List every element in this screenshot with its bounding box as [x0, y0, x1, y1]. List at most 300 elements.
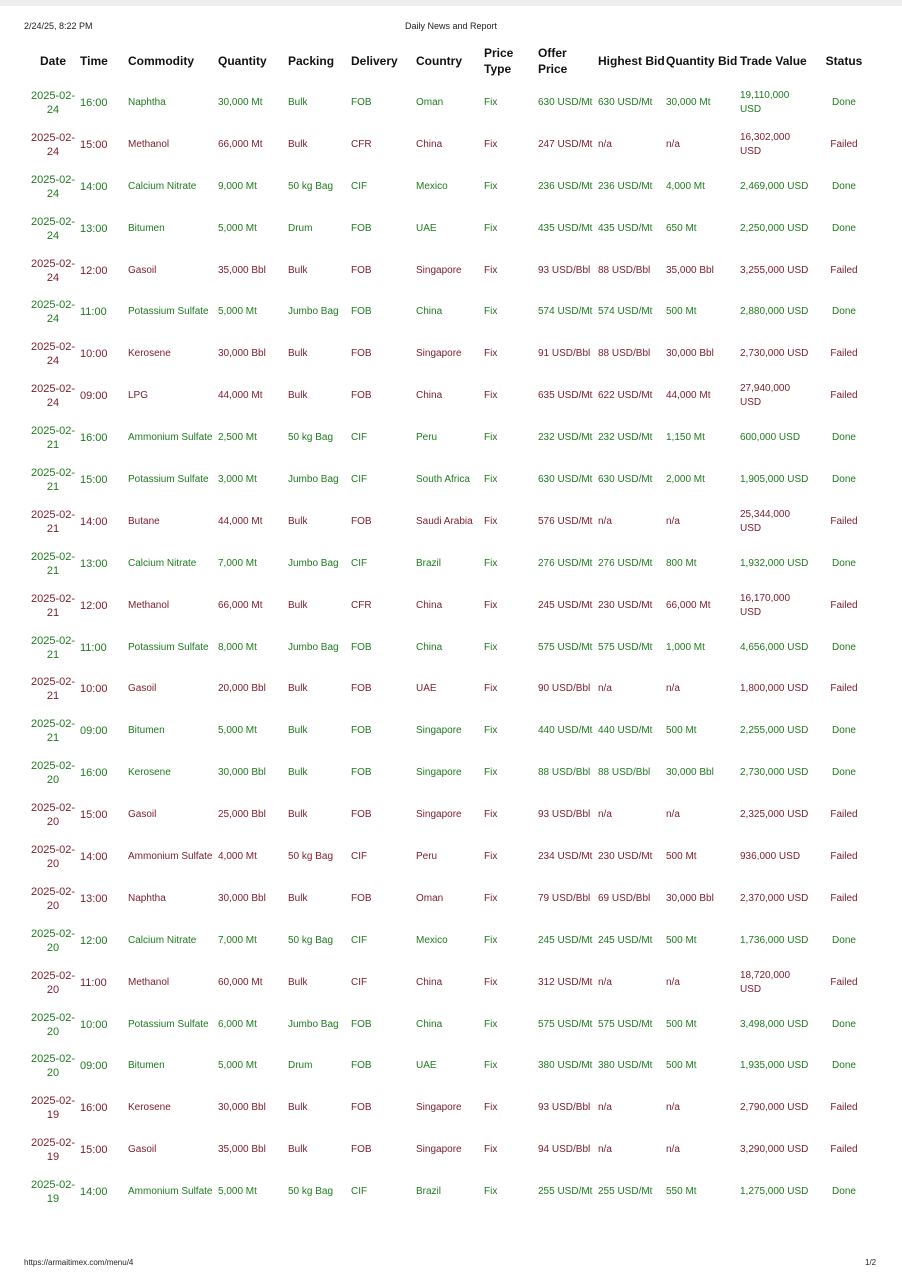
cell-trade-value: 19,110,000 USD: [740, 89, 790, 115]
cell-commodity: Potassium Sulfate: [128, 473, 209, 485]
cell-price-type: Fix: [484, 976, 498, 988]
trade-report-table: [26, 40, 876, 1213]
table-row: [26, 1171, 876, 1213]
cell-offer-price: 245 USD/Mt: [538, 599, 593, 611]
table-row: [26, 82, 876, 124]
cell-highest-bid: n/a: [598, 1144, 612, 1156]
cell-time: 16:00: [80, 432, 108, 445]
top-bar: [0, 0, 902, 6]
table-body: [26, 82, 876, 1213]
cell-trade-value: 1,905,000 USD: [740, 473, 809, 485]
cell-commodity: Calcium Nitrate: [128, 557, 197, 569]
cell-quantity: 2,500 Mt: [218, 432, 257, 444]
cell-offer-price: 247 USD/Mt: [538, 138, 593, 150]
cell-commodity: LPG: [128, 390, 149, 402]
cell-quantity: 4,000 Mt: [218, 850, 257, 862]
cell-highest-bid: n/a: [598, 809, 612, 821]
table-row: [26, 1087, 876, 1129]
cell-status: Done: [832, 725, 856, 737]
cell-trade-value: 16,302,000 USD: [740, 131, 791, 157]
cell-price-type: Fix: [484, 222, 498, 234]
cell-country: Singapore: [416, 264, 462, 276]
cell-trade-value: 2,325,000 USD: [740, 809, 809, 821]
cell-date: 2025-02-20: [30, 802, 76, 829]
cell-date: 2025-02-21: [30, 508, 76, 535]
cell-country: Singapore: [416, 809, 462, 821]
cell-quantity-bid: 30,000 Bbl: [666, 892, 714, 904]
cell-time: 15:00: [80, 138, 108, 151]
cell-offer-price: 93 USD/Bbl: [538, 1102, 591, 1114]
cell-highest-bid: 575 USD/Mt: [598, 641, 653, 653]
cell-trade-value: 1,736,000 USD: [740, 934, 809, 946]
cell-price-type: Fix: [484, 432, 498, 444]
cell-date: 2025-02-21: [30, 466, 76, 493]
cell-price-type: Fix: [484, 138, 498, 150]
cell-packing: Bulk: [288, 976, 308, 988]
cell-status: Done: [832, 96, 856, 108]
cell-packing: Bulk: [288, 390, 308, 402]
cell-commodity: Methanol: [128, 599, 170, 611]
cell-quantity-bid: n/a: [666, 683, 680, 695]
cell-price-type: Fix: [484, 809, 498, 821]
cell-quantity-bid: 800 Mt: [666, 557, 697, 569]
cell-quantity: 5,000 Mt: [218, 725, 257, 737]
cell-highest-bid: n/a: [598, 683, 612, 695]
cell-quantity-bid: 66,000 Mt: [666, 599, 711, 611]
cell-country: China: [416, 1018, 443, 1030]
cell-commodity: Gasoil: [128, 1144, 157, 1156]
cell-trade-value: 1,932,000 USD: [740, 557, 809, 569]
col-header-price-type: Price Type: [484, 46, 514, 76]
col-header-packing: Packing: [288, 54, 335, 68]
cell-highest-bid: 435 USD/Mt: [598, 222, 653, 234]
cell-offer-price: 435 USD/Mt: [538, 222, 593, 234]
cell-packing: 50 kg Bag: [288, 1186, 334, 1198]
cell-highest-bid: 622 USD/Mt: [598, 390, 653, 402]
cell-commodity: Naphtha: [128, 892, 166, 904]
cell-quantity: 7,000 Mt: [218, 557, 257, 569]
footer-url: https://armaitimex.com/menu/4: [24, 1258, 134, 1267]
cell-price-type: Fix: [484, 180, 498, 192]
cell-quantity: 66,000 Mt: [218, 138, 263, 150]
cell-country: Mexico: [416, 934, 448, 946]
cell-status: Failed: [830, 348, 858, 360]
cell-packing: Bulk: [288, 1102, 308, 1114]
table-row: [26, 417, 876, 459]
cell-status: Done: [832, 1060, 856, 1072]
cell-country: UAE: [416, 683, 437, 695]
cell-time: 10:00: [80, 683, 108, 696]
cell-quantity: 30,000 Bbl: [218, 348, 266, 360]
cell-trade-value: 27,940,000 USD: [740, 383, 791, 409]
cell-time: 10:00: [80, 1018, 108, 1031]
cell-date: 2025-02-24: [30, 383, 76, 410]
cell-commodity: Potassium Sulfate: [128, 641, 209, 653]
cell-highest-bid: 630 USD/Mt: [598, 473, 653, 485]
table-row: [26, 585, 876, 627]
cell-date: 2025-02-20: [30, 843, 76, 870]
cell-country: South Africa: [416, 473, 470, 485]
cell-highest-bid: 255 USD/Mt: [598, 1186, 653, 1198]
cell-quantity: 7,000 Mt: [218, 934, 257, 946]
cell-commodity: Potassium Sulfate: [128, 1018, 209, 1030]
cell-commodity: Gasoil: [128, 683, 157, 695]
cell-offer-price: 380 USD/Mt: [538, 1060, 593, 1072]
cell-highest-bid: 630 USD/Mt: [598, 96, 653, 108]
cell-delivery: CFR: [351, 138, 372, 150]
cell-status: Done: [832, 767, 856, 779]
cell-date: 2025-02-24: [30, 257, 76, 284]
cell-price-type: Fix: [484, 641, 498, 653]
cell-packing: Bulk: [288, 1144, 308, 1156]
cell-quantity-bid: n/a: [666, 515, 680, 527]
cell-packing: Bulk: [288, 348, 308, 360]
cell-country: Singapore: [416, 1144, 462, 1156]
cell-quantity: 6,000 Mt: [218, 1018, 257, 1030]
table-row: [26, 459, 876, 501]
cell-delivery: CIF: [351, 557, 368, 569]
table-row: [26, 668, 876, 710]
cell-time: 14:00: [80, 850, 108, 863]
cell-trade-value: 2,880,000 USD: [740, 306, 809, 318]
cell-offer-price: 630 USD/Mt: [538, 96, 593, 108]
cell-time: 12:00: [80, 264, 108, 277]
cell-trade-value: 16,170,000 USD: [740, 592, 791, 618]
cell-time: 14:00: [80, 515, 108, 528]
cell-date: 2025-02-20: [30, 1011, 76, 1038]
cell-delivery: FOB: [351, 264, 372, 276]
cell-country: UAE: [416, 222, 437, 234]
cell-commodity: Methanol: [128, 138, 170, 150]
table-row: [26, 627, 876, 669]
cell-delivery: FOB: [351, 809, 372, 821]
cell-price-type: Fix: [484, 1144, 498, 1156]
cell-price-type: Fix: [484, 557, 498, 569]
cell-commodity: Gasoil: [128, 264, 157, 276]
cell-status: Failed: [830, 1102, 858, 1114]
cell-price-type: Fix: [484, 473, 498, 485]
cell-highest-bid: 574 USD/Mt: [598, 306, 653, 318]
cell-quantity-bid: 30,000 Bbl: [666, 348, 714, 360]
cell-country: Saudi Arabia: [416, 515, 473, 527]
cell-time: 14:00: [80, 180, 108, 193]
cell-delivery: CIF: [351, 976, 368, 988]
cell-packing: 50 kg Bag: [288, 850, 334, 862]
cell-delivery: FOB: [351, 892, 372, 904]
table-row: [26, 794, 876, 836]
cell-time: 15:00: [80, 1144, 108, 1157]
cell-packing: Jumbo Bag: [288, 557, 339, 569]
cell-trade-value: 936,000 USD: [740, 850, 801, 862]
cell-highest-bid: 88 USD/Bbl: [598, 348, 651, 360]
cell-country: Peru: [416, 850, 438, 862]
cell-quantity: 60,000 Mt: [218, 976, 263, 988]
table-row: [26, 920, 876, 962]
cell-offer-price: 236 USD/Mt: [538, 180, 593, 192]
cell-quantity: 44,000 Mt: [218, 515, 263, 527]
cell-price-type: Fix: [484, 264, 498, 276]
cell-highest-bid: 230 USD/Mt: [598, 850, 653, 862]
cell-packing: Jumbo Bag: [288, 306, 339, 318]
cell-offer-price: 312 USD/Mt: [538, 976, 593, 988]
cell-quantity: 30,000 Bbl: [218, 767, 266, 779]
cell-offer-price: 245 USD/Mt: [538, 934, 593, 946]
cell-highest-bid: n/a: [598, 976, 612, 988]
cell-quantity-bid: 1,150 Mt: [666, 432, 705, 444]
cell-delivery: CIF: [351, 432, 368, 444]
cell-price-type: Fix: [484, 892, 498, 904]
cell-packing: Bulk: [288, 264, 308, 276]
cell-status: Done: [832, 473, 856, 485]
cell-time: 11:00: [80, 306, 107, 319]
cell-packing: Bulk: [288, 725, 308, 737]
cell-delivery: CIF: [351, 180, 368, 192]
cell-delivery: FOB: [351, 1102, 372, 1114]
cell-packing: Bulk: [288, 892, 308, 904]
table-row: [26, 962, 876, 1004]
cell-quantity-bid: 1,000 Mt: [666, 641, 705, 653]
cell-status: Failed: [830, 809, 858, 821]
col-header-highest-bid: Highest Bid: [598, 54, 665, 68]
cell-country: China: [416, 138, 443, 150]
table-row: [26, 333, 876, 375]
cell-packing: Jumbo Bag: [288, 1018, 339, 1030]
cell-trade-value: 3,290,000 USD: [740, 1144, 809, 1156]
cell-commodity: Butane: [128, 515, 160, 527]
cell-commodity: Bitumen: [128, 222, 165, 234]
cell-price-type: Fix: [484, 390, 498, 402]
cell-country: China: [416, 641, 443, 653]
cell-trade-value: 3,255,000 USD: [740, 264, 809, 276]
cell-highest-bid: n/a: [598, 515, 612, 527]
cell-quantity-bid: 500 Mt: [666, 725, 697, 737]
cell-country: UAE: [416, 1060, 437, 1072]
cell-quantity: 8,000 Mt: [218, 641, 257, 653]
cell-date: 2025-02-24: [30, 341, 76, 368]
table-row: [26, 836, 876, 878]
cell-price-type: Fix: [484, 1102, 498, 1114]
cell-country: Singapore: [416, 1102, 462, 1114]
cell-delivery: CFR: [351, 599, 372, 611]
cell-packing: Jumbo Bag: [288, 641, 339, 653]
cell-trade-value: 1,800,000 USD: [740, 683, 809, 695]
cell-highest-bid: 380 USD/Mt: [598, 1060, 653, 1072]
cell-status: Done: [832, 180, 856, 192]
cell-price-type: Fix: [484, 934, 498, 946]
cell-delivery: FOB: [351, 683, 372, 695]
cell-quantity: 35,000 Bbl: [218, 1144, 266, 1156]
cell-country: China: [416, 306, 443, 318]
cell-offer-price: 88 USD/Bbl: [538, 767, 591, 779]
cell-packing: Bulk: [288, 138, 308, 150]
table-row: [26, 166, 876, 208]
cell-country: Oman: [416, 892, 444, 904]
col-header-quantity: Quantity: [218, 54, 267, 68]
cell-highest-bid: 88 USD/Bbl: [598, 264, 651, 276]
cell-commodity: Calcium Nitrate: [128, 934, 197, 946]
cell-commodity: Kerosene: [128, 348, 171, 360]
cell-country: Singapore: [416, 348, 462, 360]
table-row: [26, 501, 876, 543]
cell-delivery: FOB: [351, 515, 372, 527]
cell-quantity: 5,000 Mt: [218, 306, 257, 318]
col-header-date: Date: [39, 54, 66, 68]
cell-status: Failed: [830, 850, 858, 862]
cell-highest-bid: 276 USD/Mt: [598, 557, 653, 569]
cell-highest-bid: 88 USD/Bbl: [598, 767, 651, 779]
cell-trade-value: 2,255,000 USD: [740, 725, 809, 737]
cell-trade-value: 25,344,000 USD: [740, 508, 791, 534]
cell-date: 2025-02-21: [30, 425, 76, 452]
cell-quantity-bid: 2,000 Mt: [666, 473, 705, 485]
cell-price-type: Fix: [484, 306, 498, 318]
cell-packing: Bulk: [288, 809, 308, 821]
cell-commodity: Gasoil: [128, 809, 157, 821]
cell-packing: Drum: [288, 1060, 313, 1072]
cell-quantity: 66,000 Mt: [218, 599, 263, 611]
cell-offer-price: 574 USD/Mt: [538, 306, 593, 318]
cell-highest-bid: 232 USD/Mt: [598, 432, 653, 444]
cell-status: Failed: [830, 683, 858, 695]
cell-packing: Bulk: [288, 683, 308, 695]
cell-time: 13:00: [80, 222, 108, 235]
col-header-country: Country: [416, 54, 462, 68]
cell-price-type: Fix: [484, 348, 498, 360]
cell-delivery: CIF: [351, 1186, 368, 1198]
col-header-time: Time: [80, 54, 108, 68]
cell-date: 2025-02-20: [30, 1053, 76, 1080]
cell-date: 2025-02-20: [30, 885, 76, 912]
cell-price-type: Fix: [484, 599, 498, 611]
cell-offer-price: 575 USD/Mt: [538, 1018, 593, 1030]
table-row: [26, 543, 876, 585]
cell-packing: Bulk: [288, 599, 308, 611]
col-header-quantity-bid: Quantity Bid: [666, 54, 738, 68]
cell-packing: 50 kg Bag: [288, 934, 334, 946]
cell-quantity-bid: 500 Mt: [666, 934, 697, 946]
cell-trade-value: 2,250,000 USD: [740, 222, 809, 234]
cell-date: 2025-02-24: [30, 89, 76, 116]
cell-quantity: 9,000 Mt: [218, 180, 257, 192]
cell-quantity-bid: 650 Mt: [666, 222, 697, 234]
cell-date: 2025-02-24: [30, 131, 76, 158]
cell-commodity: Kerosene: [128, 1102, 171, 1114]
col-header-trade-value: Trade Value: [740, 54, 807, 68]
cell-date: 2025-02-20: [30, 927, 76, 954]
cell-quantity-bid: 500 Mt: [666, 1018, 697, 1030]
cell-price-type: Fix: [484, 850, 498, 862]
cell-offer-price: 90 USD/Bbl: [538, 683, 591, 695]
cell-status: Done: [832, 1018, 856, 1030]
cell-quantity-bid: 4,000 Mt: [666, 180, 705, 192]
table-row: [26, 1045, 876, 1087]
cell-country: Singapore: [416, 767, 462, 779]
cell-country: China: [416, 390, 443, 402]
cell-time: 15:00: [80, 473, 108, 486]
cell-delivery: FOB: [351, 96, 372, 108]
cell-highest-bid: 440 USD/Mt: [598, 725, 653, 737]
cell-offer-price: 255 USD/Mt: [538, 1186, 593, 1198]
cell-quantity: 25,000 Bbl: [218, 809, 266, 821]
cell-offer-price: 79 USD/Bbl: [538, 892, 591, 904]
cell-time: 15:00: [80, 809, 108, 822]
cell-delivery: FOB: [351, 1060, 372, 1072]
cell-quantity: 44,000 Mt: [218, 390, 263, 402]
cell-time: 12:00: [80, 599, 108, 612]
cell-offer-price: 630 USD/Mt: [538, 473, 593, 485]
cell-date: 2025-02-21: [30, 634, 76, 661]
page-number: 1/2: [865, 1258, 877, 1267]
cell-price-type: Fix: [484, 96, 498, 108]
cell-country: Mexico: [416, 180, 448, 192]
cell-date: 2025-02-19: [30, 1137, 76, 1164]
cell-delivery: CIF: [351, 473, 368, 485]
cell-trade-value: 2,370,000 USD: [740, 892, 809, 904]
cell-offer-price: 93 USD/Bbl: [538, 809, 591, 821]
cell-trade-value: 2,790,000 USD: [740, 1102, 809, 1114]
cell-date: 2025-02-21: [30, 676, 76, 703]
cell-trade-value: 4,656,000 USD: [740, 641, 809, 653]
cell-time: 11:00: [80, 976, 107, 989]
cell-delivery: FOB: [351, 767, 372, 779]
table-header-row: [26, 40, 876, 82]
print-datetime: 2/24/25, 8:22 PM: [24, 21, 93, 31]
cell-highest-bid: 245 USD/Mt: [598, 934, 653, 946]
cell-date: 2025-02-19: [30, 1095, 76, 1122]
table-row: [26, 250, 876, 292]
cell-price-type: Fix: [484, 725, 498, 737]
cell-highest-bid: n/a: [598, 138, 612, 150]
cell-trade-value: 1,275,000 USD: [740, 1186, 809, 1198]
cell-trade-value: 3,498,000 USD: [740, 1018, 809, 1030]
cell-time: 09:00: [80, 390, 108, 403]
cell-time: 16:00: [80, 767, 108, 780]
cell-time: 14:00: [80, 1186, 108, 1199]
cell-quantity-bid: 44,000 Mt: [666, 390, 711, 402]
cell-commodity: Bitumen: [128, 725, 165, 737]
cell-date: 2025-02-24: [30, 173, 76, 200]
cell-trade-value: 2,469,000 USD: [740, 180, 809, 192]
cell-delivery: FOB: [351, 306, 372, 318]
cell-status: Done: [832, 641, 856, 653]
cell-status: Failed: [830, 390, 858, 402]
cell-date: 2025-02-20: [30, 969, 76, 996]
cell-status: Failed: [830, 264, 858, 276]
cell-packing: 50 kg Bag: [288, 432, 334, 444]
cell-price-type: Fix: [484, 1186, 498, 1198]
cell-offer-price: 576 USD/Mt: [538, 515, 593, 527]
cell-packing: Drum: [288, 222, 313, 234]
cell-status: Failed: [830, 599, 858, 611]
cell-offer-price: 234 USD/Mt: [538, 850, 593, 862]
cell-time: 13:00: [80, 892, 108, 905]
cell-packing: Bulk: [288, 96, 308, 108]
cell-commodity: Kerosene: [128, 767, 171, 779]
cell-date: 2025-02-21: [30, 718, 76, 745]
cell-time: 09:00: [80, 725, 108, 738]
cell-time: 16:00: [80, 1102, 108, 1115]
cell-date: 2025-02-21: [30, 592, 76, 619]
cell-time: 12:00: [80, 934, 108, 947]
cell-country: Singapore: [416, 725, 462, 737]
cell-price-type: Fix: [484, 683, 498, 695]
cell-country: Brazil: [416, 557, 442, 569]
col-header-delivery: Delivery: [351, 54, 398, 68]
cell-status: Failed: [830, 515, 858, 527]
cell-time: 11:00: [80, 641, 107, 654]
cell-delivery: CIF: [351, 850, 368, 862]
table-row: [26, 1129, 876, 1171]
